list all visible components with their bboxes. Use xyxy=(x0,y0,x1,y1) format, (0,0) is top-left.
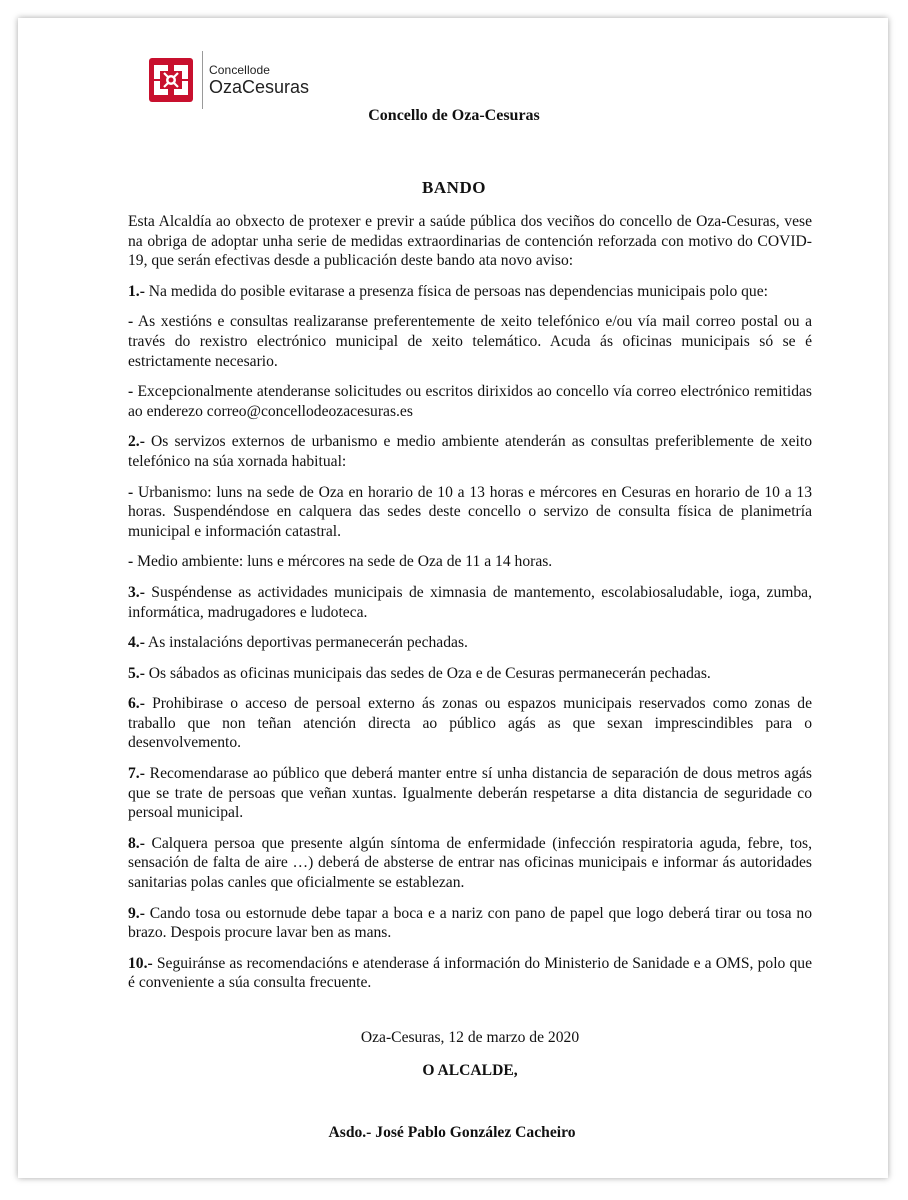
measure-item xyxy=(128,633,812,653)
measure-text: Os servizos externos de urbanismo e medio ambiente atenderán as consultas preferiblemente de xeito telefónico na súa xornada habitual: xyxy=(128,433,812,470)
measure-item xyxy=(128,483,812,542)
measure-number: 7.- xyxy=(128,765,145,783)
logo-big-text: OzaCesuras xyxy=(209,77,310,97)
measures-list xyxy=(128,282,812,993)
measure-number: 6.- xyxy=(128,695,145,713)
measure-text: Na medida do posible evitarase a presenza física de persoas nas dependencias municipais polo que: xyxy=(144,282,768,300)
measure-number: 4.- xyxy=(128,634,145,652)
municipality-emblem-icon xyxy=(148,57,194,103)
intro-paragraph: Esta Alcaldía ao obxecto de protexer e previr a saúde pública dos veciños do concello de Oza-Cesuras, vese na obriga de adoptar unha serie de medidas extraordinarias de contención reforzada con motivo do COVID-19, que serán efectivas desde a publicación deste bando ata novo aviso: xyxy=(128,213,812,270)
measure-number: 2.- xyxy=(128,433,145,451)
measure-text: Recomendarase ao público que deberá manter entre sí unha distancia de separación de dous metros agás que se trate de persoas que veñan xuntas. Igualmente deberán respetarse a dita distancia de seguridade co persoal municipal. xyxy=(128,765,812,822)
measure-number: 5.- xyxy=(128,664,145,682)
measure-item xyxy=(128,764,812,823)
measure-item xyxy=(128,583,812,622)
measure-item xyxy=(128,432,812,471)
logo-small-text: Concellode xyxy=(209,63,271,77)
measure-text: Medio ambiente: luns e mércores na sede de Oza de 11 a 14 horas. xyxy=(133,553,553,571)
measure-number: 10.- xyxy=(128,954,153,972)
measure-number: 3.- xyxy=(128,583,145,601)
signature-line: Asdo.- José Pablo González Cacheiro xyxy=(328,1124,576,1141)
document-body xyxy=(128,212,812,1004)
measure-item xyxy=(128,954,812,993)
measure-text: As xestións e consultas realizaranse preferentemente de xeito telefónico e/ou vía mail correo postal ou a través do rexistro electrónico municipal de xeito telemático. Acuda ás oficinas municipais só se é estrictamente necesario. xyxy=(128,313,812,370)
measure-item xyxy=(128,694,812,753)
measure-item xyxy=(128,834,812,893)
logo-wordmark xyxy=(209,64,309,96)
measure-number: 9.- xyxy=(128,904,145,922)
measure-text: As instalacións deportivas permanecerán pechadas. xyxy=(144,634,468,652)
measure-text: Cando tosa ou estornude debe tapar a boca e a nariz con pano de papel que logo deberá tirar ou tosa no brazo. Despois procure lavar ben as mans. xyxy=(128,904,812,942)
measure-item xyxy=(128,312,812,371)
measure-item xyxy=(128,552,812,572)
organization-name: Concello de Oza-Cesuras xyxy=(368,107,540,124)
measure-number: - xyxy=(128,483,134,501)
measure-number: 8.- xyxy=(128,834,145,852)
measure-number: - xyxy=(128,383,134,401)
measure-number: 1.- xyxy=(128,282,145,300)
measure-text: Os sábados as oficinas municipais das sedes de Oza e de Cesuras permanecerán pechadas. xyxy=(144,664,711,682)
document-title: BANDO xyxy=(422,178,486,197)
measure-number: - xyxy=(128,553,134,571)
measure-item xyxy=(128,382,812,421)
measure-text: Prohibirase o acceso de persoal externo ás zonas ou espazos municipais reservados como zonas de traballo que non teñan atención directa ao público agás as que sexan imprescindibles para o desenvolvemento. xyxy=(128,695,812,752)
logo-divider xyxy=(202,51,203,109)
measure-item xyxy=(128,664,812,684)
measure-item xyxy=(128,282,812,302)
place-date: Oza-Cesuras, 12 de marzo de 2020 xyxy=(360,1029,580,1046)
signer-title: O ALCALDE, xyxy=(422,1062,518,1079)
measure-item xyxy=(128,904,812,943)
measure-text: Excepcionalmente atenderanse solicitudes ou escritos dirixidos ao concello vía correo electrónico remitidas ao enderezo correo@concellodeozacesuras.es xyxy=(128,383,812,420)
measure-text: Calquera persoa que presente algún síntoma de enfermidade (infección respiratoria aguda, febre, tos, sensación de falta de aire …) deberá de absterse de entrar nas oficinas municipais e informar ás autoridades sanitarias polas canles que oficialmente se establezan. xyxy=(128,834,812,892)
measure-text: Urbanismo: luns na sede de Oza en horario de 10 a 13 horas e mércores en Cesuras en horario de 10 a 13 horas. Suspendéndose en calquera das sedes deste concello o servizo de consulta física de planimetría municipal e información catastral. xyxy=(128,483,812,540)
measure-text: Seguiránse as recomendacións e atenderase á información do Ministerio de Sanidade e a OMS, polo que é conveniente a súa consulta frecuente. xyxy=(128,954,812,992)
measure-text: Suspéndense as actividades municipais de ximnasia de mantemento, escolabiosaludable, ioga, zumba, informática, madrugadores e ludoteca. xyxy=(128,583,812,621)
municipality-logo xyxy=(148,50,309,110)
measure-number: - xyxy=(128,313,134,331)
